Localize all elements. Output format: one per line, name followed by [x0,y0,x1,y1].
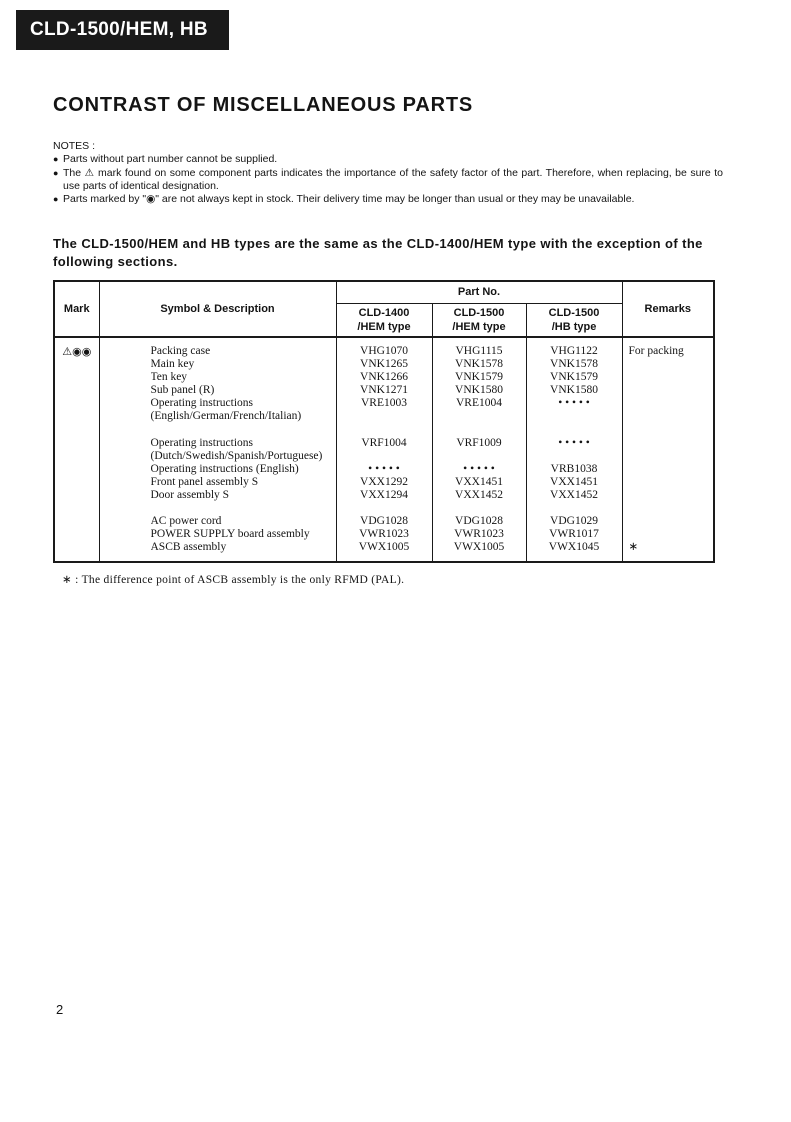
part-number-cell: VRF1009 [456,436,502,449]
part-number-cell [527,410,622,423]
remarks-column [622,337,714,562]
notes-section [53,140,723,206]
part-number-cell: VRE1003 [361,397,407,410]
header-mark: Mark [54,281,99,337]
part-number-cell: VWX1005 [453,541,505,554]
note-item [53,167,723,194]
header-line: /HB type [551,320,597,333]
description-cell [151,424,336,437]
description-cell: Main key [150,358,195,371]
header-cld1500-hem [432,303,526,337]
notes-heading: NOTES : [53,140,96,152]
header-line: CLD-1500 [548,306,600,319]
bullet-icon: ● [53,194,59,205]
part-number-cell: VXX1292 [360,475,408,488]
part-number-cell: VDG1028 [455,515,503,528]
part-number-cell: VWR1023 [454,528,504,541]
description-column [99,337,336,562]
description-cell: (English/German/French/Italian) [150,410,302,423]
part-number-cell: VNK1579 [550,371,598,384]
part-column-cld1500-hb [526,337,622,562]
description-cell: Operating instructions [150,397,254,410]
header-line: /HEM type [357,320,411,333]
footnote: ∗ : The difference point of ASCB assembly is the only RFMD (PAL). [62,574,405,586]
remarks-cell [629,424,714,437]
note-item [53,153,723,166]
header-description: Symbol & Description [99,281,336,337]
part-number-cell [527,502,622,515]
description-cell: AC power cord [150,515,222,528]
note-text: The ⚠ mark found on some component parts indicates the importance of the safety factor of the part. Therefore, when replacing, be sure to use parts of identical designation. [63,166,723,192]
part-number-cell: • • • • • [368,462,400,475]
part-number-cell [433,450,526,463]
part-number-cell: VDG1028 [360,515,408,528]
part-number-cell: • • • • • [558,436,590,449]
part-number-cell: VWX1045 [548,541,600,554]
part-number-cell: VNK1266 [360,371,408,384]
note-item [53,193,723,206]
description-cell: Operating instructions [150,436,254,449]
header-line: CLD-1400 [358,306,410,319]
part-number-cell [337,410,432,423]
remarks-cell [629,463,714,476]
intro-paragraph: The CLD-1500/HEM and HB types are the same as the CLD-1400/HEM type with the exception of the following sections. [53,236,703,269]
remarks-cell [629,528,714,541]
mark-cell: ⚠ [62,345,73,358]
page-number: 2 [56,1002,64,1017]
description-cell: Packing case [150,345,211,357]
remarks-cell [629,515,714,528]
part-number-cell: VNK1265 [360,358,408,371]
remarks-cell: For packing [628,345,684,357]
description-cell: Front panel assembly S [150,475,259,488]
part-number-cell: VXX1452 [550,489,598,502]
part-number-cell: VHG1115 [455,345,503,357]
part-number-cell: • • • • • [463,462,495,475]
page-title: CONTRAST OF MISCELLANEOUS PARTS [53,94,473,116]
part-number-cell: VNK1578 [455,358,503,371]
note-text: Parts without part number cannot be supplied. [63,153,278,166]
header-part-no: Part No. [336,281,622,303]
remarks-cell [629,358,714,371]
part-number-cell: VNK1580 [550,384,598,397]
part-number-cell: VNK1271 [360,384,408,397]
part-number-cell [527,450,622,463]
description-cell: POWER SUPPLY board assembly [150,528,310,541]
part-number-cell: VNK1578 [550,358,598,371]
part-number-cell: VNK1580 [455,384,503,397]
part-number-cell: VWR1017 [549,528,599,541]
description-cell: Door assembly S [150,489,230,502]
remarks-cell [629,476,714,489]
description-cell [151,502,336,515]
note-text: Parts marked by "◉" are not always kept in stock. Their delivery time may be longer than usual or they may be unavailable. [63,193,635,206]
part-number-cell: VXX1294 [360,489,408,502]
mark-cell: ◉ [81,345,92,358]
description-cell: ASCB assembly [150,541,227,554]
remarks-cell [629,489,714,502]
parts-table [53,280,715,563]
part-number-cell: VWR1023 [359,528,409,541]
description-cell: (Dutch/Swedish/Spanish/Portuguese) [150,449,323,462]
remarks-cell [629,437,714,450]
part-number-cell: VXX1452 [455,489,503,502]
part-number-cell: VRF1004 [361,436,407,449]
remarks-cell [629,384,714,397]
remarks-cell [629,410,714,423]
mark-cell: ◉ [72,345,82,358]
part-number-cell [337,502,432,515]
part-number-cell: VXX1451 [550,475,598,488]
part-number-cell [433,424,526,437]
remarks-cell [629,450,714,463]
remarks-cell [629,397,714,410]
part-number-cell [337,450,432,463]
header-remarks: Remarks [622,281,714,337]
remarks-cell: ∗ [628,541,639,554]
part-number-cell: VHG1122 [550,345,598,357]
part-number-cell [433,410,526,423]
remarks-cell [629,502,714,515]
part-number-cell: VXX1451 [455,475,503,488]
mark-column [54,337,99,562]
part-number-cell: VRE1004 [456,397,502,410]
part-column-cld1500-hem [432,337,526,562]
description-cell: Sub panel (R) [150,384,215,397]
description-cell: Ten key [150,371,188,384]
model-badge: CLD-1500/HEM, HB [16,10,229,50]
part-number-cell: VHG1070 [360,345,408,357]
bullet-icon: ● [53,154,59,165]
part-number-cell: • • • • • [558,397,590,410]
header-cld1400-hem [336,303,432,337]
part-number-cell [433,502,526,515]
header-line: CLD-1500 [453,306,505,319]
part-number-cell: VRB1038 [550,462,598,475]
part-number-cell: VDG1029 [550,515,598,528]
part-number-cell [527,424,622,437]
header-cld1500-hb [526,303,622,337]
part-number-cell: VNK1579 [455,371,503,384]
bullet-icon: ● [53,167,59,178]
remarks-cell [629,371,714,384]
part-number-cell [337,424,432,437]
part-number-cell: VWX1005 [358,541,410,554]
description-cell: Operating instructions (English) [150,462,299,475]
part-column-cld1400-hem [336,337,432,562]
header-line: /HEM type [452,320,506,333]
